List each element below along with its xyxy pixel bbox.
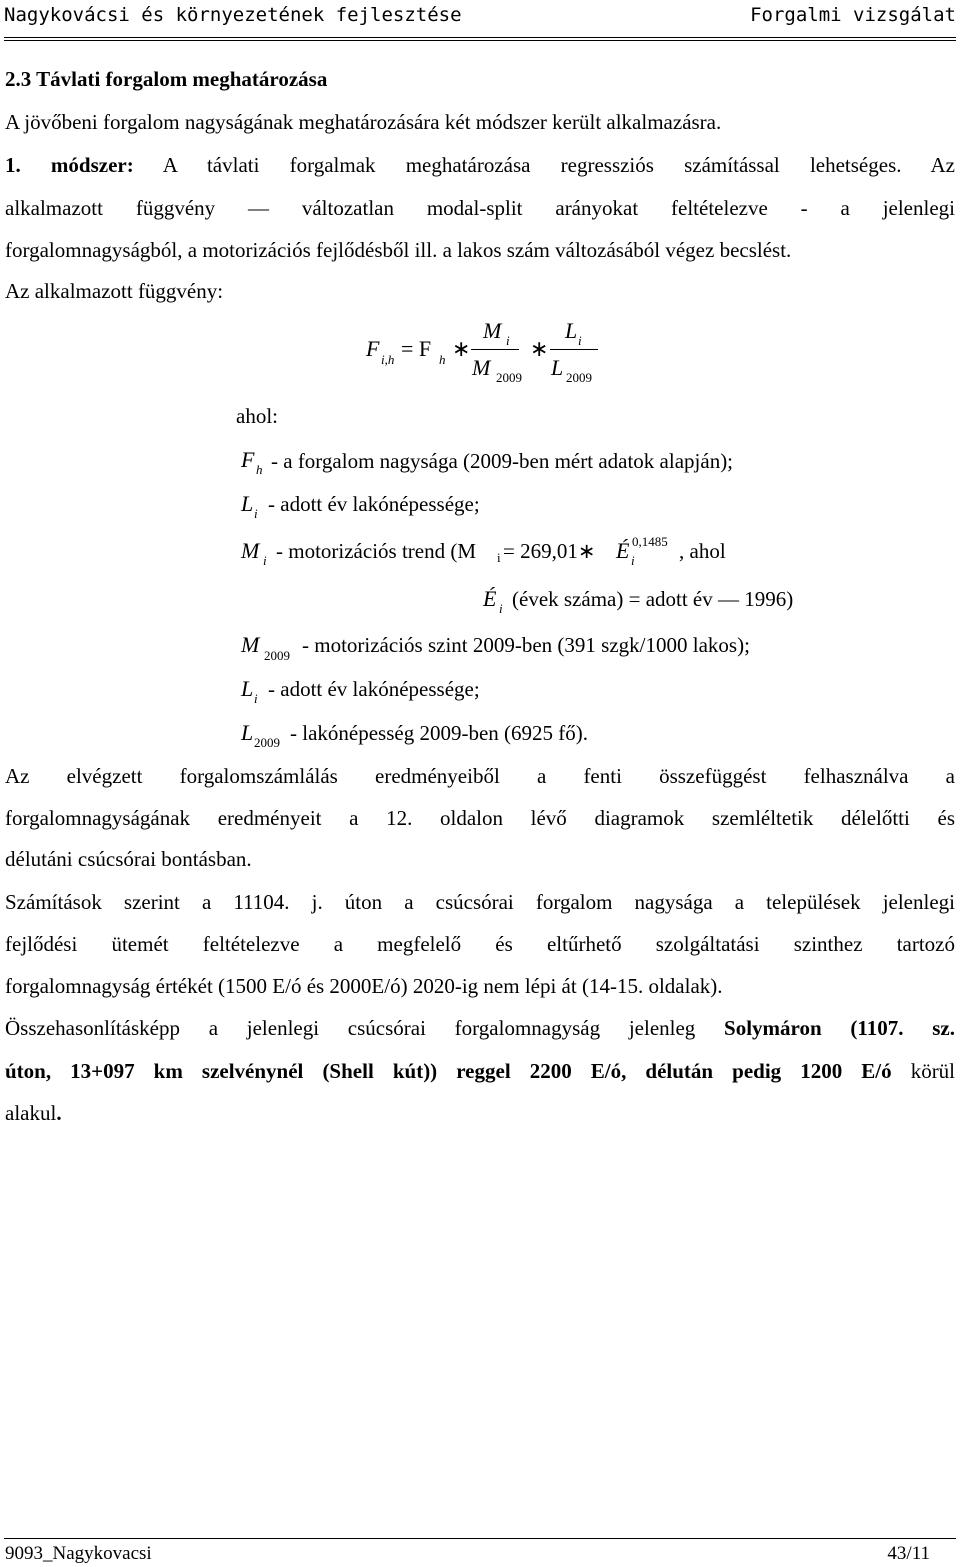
def-li-text: - adott év lakónépessége; (268, 492, 480, 516)
para2-line-3: forgalomnagyság értékét (1500 E/ó és 2000E/ó) 2020-ig nem lépi át (14-15. oldalak). (5, 974, 723, 998)
method-line-1-text: A távlati forgalmak meghatározása regressziós számítással lehetséges. Az (162, 153, 955, 177)
def-li-sub: i (254, 506, 258, 521)
para3-line-1-bold: Solymáron (1107. sz. (724, 1016, 955, 1040)
def-fh-symbol: F (241, 447, 255, 472)
method-line-3: forgalomnagyságból, a motorizációs fejlődésből ill. a lakos szám változásából végez becslést. (5, 238, 792, 262)
formula-star-1: ∗ (452, 336, 471, 361)
def-li2-sub: i (254, 691, 258, 706)
def-l2009-symbol: L (241, 720, 254, 745)
method-label: 1. módszer: (5, 153, 134, 177)
formula-star-2: ∗ (530, 336, 549, 361)
footer-page-number: 43/11 (887, 1543, 930, 1564)
ahol-label: ahol: (236, 404, 278, 428)
def-li2-symbol: L (241, 676, 254, 701)
formula-sub-i-2: i (578, 333, 582, 348)
def-l2009-sub: 2009 (254, 735, 280, 750)
footer-rule (4, 1538, 956, 1539)
header-section: Forgalmi vizsgálat (750, 4, 956, 26)
formula-F: F (366, 336, 380, 361)
method-line-2: alkalmazott függvény — változatlan modal-split arányokat feltételezve - a jelenlegi (5, 196, 955, 220)
def-mi-sub: i (263, 553, 267, 568)
def-mi-sub-a: i (497, 550, 501, 565)
formula-Li: L (565, 318, 578, 343)
para3-line-1 (5, 1007, 955, 1049)
footer-document-id: 9093_Nagykovacsi (5, 1543, 152, 1564)
formula-sub-2009-2: 2009 (566, 370, 592, 385)
fraction-bar-1 (471, 349, 519, 350)
def-ei-symbol: É (483, 586, 497, 611)
para3-line-2 (5, 1050, 955, 1092)
header-rule (4, 37, 956, 41)
para1-line-2: forgalomnagyságának eredményeit a 12. oldalon lévő diagramok szemléltetik délelőtti és (5, 806, 955, 830)
formula-Mi: M (483, 318, 502, 343)
def-mi-text-a: - motorizációs trend (M (276, 539, 477, 563)
formula-L2009: L (551, 355, 564, 380)
header-title: Nagykovácsi és környezetének fejlesztése (4, 4, 462, 26)
def-fh-text: - a forgalom nagysága (2009-ben mért adatok alapján); (271, 449, 734, 473)
section-title: 2.3 Távlati forgalom meghatározása (5, 67, 328, 91)
def-mi-e-sub: i (631, 553, 635, 568)
def-m2009-text: - motorizációs szint 2009-ben (391 szgk/1000 lakos); (302, 633, 750, 657)
page-header (0, 4, 960, 34)
def-m2009-sub: 2009 (264, 648, 290, 663)
para2-line-1: Számítások szerint a 11104. j. úton a csúcsórai forgalom nagysága a települések jelenlegi (5, 890, 955, 914)
def-l2009-text: - lakónépesség 2009-ben (6925 fő). (290, 721, 588, 745)
def-mi-e-sup: 0,1485 (632, 534, 668, 549)
def-fh-sub: h (256, 462, 263, 477)
para3-line-3-period: . (56, 1101, 62, 1125)
formula-sub-ih: i,h (381, 352, 395, 367)
def-ei-text: (évek száma) = adott év — 1996) (512, 587, 794, 611)
def-li2-text: - adott év lakónépessége; (268, 677, 480, 701)
method-line-1 (5, 144, 955, 186)
para1-line-1: Az elvégzett forgalomszámlálás eredményeiből a fenti összefüggést felhasználva a (5, 764, 955, 788)
para3-line-3 (5, 1092, 955, 1134)
intro-text: A jövőbeni forgalom nagyságának meghatározására két módszer került alkalmazásra. (5, 110, 722, 134)
def-li-symbol: L (241, 491, 254, 516)
para3-line-2-bold: úton, 13+097 km szelvénynél (Shell kút)) reggel 2200 E/ó, délután pedig 1200 E/ó (5, 1059, 892, 1083)
def-mi-text-b: = 269,01∗ (503, 539, 596, 563)
def-mi-text-c: , ahol (679, 539, 726, 563)
para1-line-3: délutáni csúcsórai bontásban. (5, 847, 252, 871)
formula-sub-i-1: i (506, 333, 510, 348)
para2-line-2: fejlődési ütemét feltételezve a megfelelő és eltűrhető szolgáltatási szinthez tartozó (5, 932, 955, 956)
method-line-4: Az alkalmazott függvény: (5, 279, 224, 303)
para3-line-1-text: Összehasonlításképp a jelenlegi csúcsórai forgalomnagyság jelenleg (5, 1016, 696, 1040)
para3-line-3-text: alakul (5, 1101, 57, 1125)
formula-eq: = F (401, 336, 432, 361)
para3-line-2-text: körül (910, 1059, 956, 1083)
def-m2009-symbol: M (241, 632, 260, 657)
def-ei-sub: i (499, 601, 503, 616)
def-mi-e-symbol: É (616, 538, 630, 563)
def-mi-symbol: M (241, 538, 260, 563)
formula-M2009: M (472, 355, 491, 380)
formula-sub-2009-1: 2009 (496, 370, 522, 385)
formula-sub-h: h (439, 352, 446, 367)
fraction-bar-2 (550, 349, 598, 350)
